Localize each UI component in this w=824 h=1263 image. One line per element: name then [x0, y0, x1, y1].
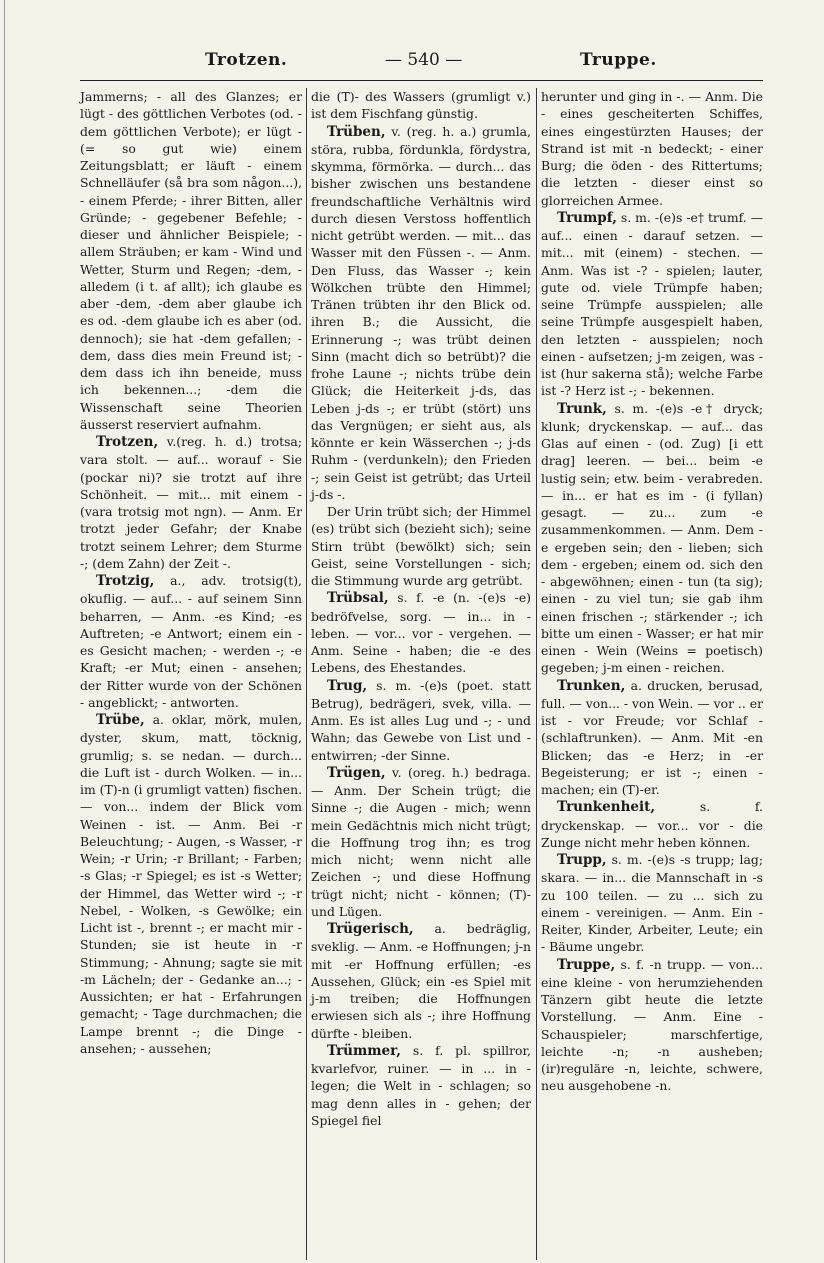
entry-truebsal: Trübsal, s. f. -e (n. -(e)s -e) bedröfvelse, sorg. — in... in - leben. — vor... vor - vergehen. — Anm. Seine - haben; die -e des Lebens, des Ehestandes.: [311, 590, 531, 676]
entry-trug: Trug, s. m. -(e)s (poet. statt Betrug), bedrägeri, svek, villa. — Anm. Es ist alles Lug und -; - und Wahn; das Gewebe von List und - entwirren; -der Sinne.: [311, 677, 531, 763]
entry-paragraph: Der Urin trübt sich; der Himmel (es) trübt sich (bezieht sich); seine Stirn trübt (bewölkt) sich; sein Geist, seine Vorstellungen - sich; die Stimmung wurde arg getrübt.: [311, 504, 531, 588]
entry-trunken: Trunken, a. drucken, berusad, full. — von... - von Wein. — vor .. er ist - vor Freude; vor Schlaf - (schlaftrunken). — Anm. Mit -en Blicken; das -e Herz; in -er Begeisterung; er ist -; einen - machen; ein (T)-er.: [541, 677, 763, 797]
headword: Trübe,: [96, 712, 145, 728]
headword: Trunken,: [557, 677, 626, 694]
header-rule: [80, 80, 763, 81]
entry-truebe: Trübe, a. oklar, mörk, mulen, dyster, skum, matt, töcknig, grumlig; s. se nedan. — durch... die Luft ist - durch Wolken. — in... im (T)-n (i grumligt vatten) fischen. — von... indem der Blick vom Weinen - ist. — Anm. Bei -r Beleuchtung; - Augen, -s Wasser, -r Wein; -r Urin; -r Brillant; - Farben; -s Glas; -r Spiegel; es ist -s Wetter; der Himmel, das Wetter wird -; -r Nebel, - Wolken, -s Gewölke; ein Licht ist -, brennt -; er macht mir - Stunden; sie ist heute in -r Stimmung; - Ahnung; sagte sie mit -m Lächeln; der - Gedanke an...; - Aussichten; er hat - Erfahrungen gemacht; - Tage durchmachen; die Lampe brennt -; die Dinge - ansehen; - aussehen;: [80, 712, 303, 1056]
entry-truegerisch: Trügerisch, a. bedräglig, sveklig. — Anm. -e Hoffnungen; j-n mit -er Hoffnung erfüllen; -es Aussehen, Glück; ein -es Spiel mit j-m treiben; die Hoffnungen erwiesen sich als -; ihre Hoffnung dürfte - bleiben.: [311, 921, 531, 1041]
entry-paragraph: Jammerns; - all des Glanzes; er lügt - des göttlichen Verbotes (od. - dem göttlichen Verbote); er lügt - (= so gut wie) einem Zeitungsblatt; er läuft - einem Schnelläufer (så bra som någon...), - einem Pferde; - ihrer Bitten, aller Gründe; - gegebener Befehle; - dieser und ähnlicher Beispiele; - allem Sträuben; er kam - Wind und Wetter, Sturm und Regen; -dem, - alledem (i t. af allt); ich glaube es aber -dem, -dem aber glaube ich es od. -dem glaube ich es aber (od. dennoch); sie hat -dem gefallen; -dem, dass dies mein Freund ist; -dem dass ich ihn beneide, muss ich bekennen...; -dem die Wissenschaft seine Theorien äusserst reserviert aufnahm.: [80, 89, 302, 432]
headword: Trunkenheit,: [557, 799, 656, 816]
entry-trotzen: Trotzen, v.(reg. h. d.) trotsa; vara stolt. — auf... worauf - Sie (pockar ni)? sie trotzt auf ihre Schönheit. — mit... mit einem - (vara trotsig mot ngn). — Anm. Er trotzt jeder Gefahr; der Knabe trotzt seinem Lehrer; dem Sturme -; (dem Zahn) der Zeit -.: [80, 434, 302, 571]
page-header: [0, 50, 824, 78]
column-divider-2: [536, 88, 537, 1260]
entry-trunkenheit: Trunkenheit, s. f. dryckenskap. — vor... vor - die Zunge nicht mehr heben können.: [541, 799, 763, 850]
entry-truemmer: Trümmer, s. f. pl. spillror, kvarlefvor, ruiner. — in ... in - legen; die Welt in - schlagen; so mag denn alles in - gehen; der Spiegel fiel: [311, 1042, 531, 1128]
page-edge: [4, 0, 5, 1263]
column-2: [311, 88, 531, 1129]
headword: Trotzen,: [96, 434, 159, 450]
headword: Trumpf,: [557, 209, 617, 226]
header-right-guideword: Truppe.: [580, 50, 657, 70]
headword: Trügerisch,: [327, 921, 414, 937]
header-left-guideword: Trotzen.: [205, 50, 288, 70]
entry-trupp: Trupp, s. m. -(e)s -s trupp; lag; skara. — in... die Mannschaft in -s zu 100 teilen. — zu ... sich zu einem - vereinigen. — Anm. Ein - Reiter, Kinder, Arbeiter, Leute; ein - Bäume ungebr.: [541, 852, 763, 955]
entry-trueben: Trüben, v. (reg. h. a.) grumla, störa, rubba, fördunkla, fördystra, skymma, förmörka. — durch... das bisher zwischen uns bestandene freundschaftliche Verhältnis wird durch diesen Verstoss hoffentlich nicht getrübt werden. — mit... das Wasser mit den Füssen -. — Anm. Den Fluss, das Wasser -; kein Wölkchen trübte den Himmel; Tränen trübten ihr den Blick od. ihren B.; die Aussicht, die Erinnerung -; was trübt deinen Sinn (macht dich so betrübt)? die frohe Laune -; nichts trübe dein Glück; die Heiterkeit j-ds, das Leben j-ds -; er trübt (stört) uns das Vergnügen; er sieht aus, als könnte er kein Wässerchen -; j-ds Ruhm - (verdunkeln); den Frieden -; sein Geist ist getrübt; das Urteil j-ds -.: [311, 123, 531, 502]
entry-paragraph: herunter und ging in -. — Anm. Die - eines gescheiterten Schiffes, eines eingestürzten Hauses; der Strand ist mit -n bedeckt; - einer Burg; die öden - des Rittertums; die letzten - dieser einst so glorreichen Armee.: [541, 89, 763, 208]
headword: Trüben,: [327, 123, 386, 140]
headword: Trotzig,: [96, 573, 155, 589]
column-1: [80, 88, 302, 1057]
entry-truppe: Truppe, s. f. -n trupp. — von... eine kleine - von herumziehenden Tänzern gibt heute die letzte Vorstellung. — Anm. Eine - Schauspieler; marschfertige, leichte -n; -n ausheben; (ir)reguläre -n, leichte, schwere, neu ausgehobene -n.: [541, 956, 763, 1094]
entry-truegen: Trügen, v. (oreg. h.) bedraga. — Anm. Der Schein trügt; die Sinne -; die Augen - mich; wenn mein Gedächtnis mich nicht trügt; die Hoffnung trog ihn; es trog mich nicht; wenn nicht alle Zeichen -; und diese Hoffnung trügt nicht; nicht - können; (T)- und Lügen.: [311, 764, 531, 919]
headword: Trügen,: [327, 764, 386, 781]
column-3: [541, 88, 763, 1095]
headword: Trübsal,: [327, 590, 389, 607]
entry-trumpf: Trumpf, s. m. -(e)s -e† trumf. — auf... einen - darauf setzen. — mit... mit (einem) - stechen. — Anm. Was ist -? - spielen; lauter, gute od. viele Trümpfe haben; seine Trümpfe ausspielen; alle seine Trümpfe ausgespielt haben, den letzten - ausspielen; noch einen - aufsetzen; j-m zeigen, was - ist (hur sakerna stå); welche Farbe ist -? Herz ist -; - bekennen.: [541, 209, 763, 399]
headword: Trupp,: [557, 852, 607, 868]
page-number: — 540 —: [385, 50, 463, 70]
headword: Trümmer,: [327, 1042, 401, 1059]
entry-paragraph: die (T)- des Wassers (grumligt v.) ist dem Fischfang günstig.: [311, 89, 531, 122]
headword: Truppe,: [557, 956, 616, 973]
column-divider-1: [306, 88, 307, 1260]
headword: Trug,: [327, 677, 368, 694]
headword: Trunk,: [557, 400, 607, 417]
entry-trotzig: Trotzig, a., adv. trotsig(t), okuflig. — auf... - auf seinem Sinn beharren, — Anm. -es Kind; -es Auftreten; -e Antwort; einem ein -es Gesicht machen; - werden -; -e Kraft; -er Mut; einen - ansehen; der Ritter wurde von der Schönen - angeblickt; - antworten.: [80, 573, 302, 710]
entry-trunk: Trunk, s. m. -(e)s -e† dryck; klunk; dryckenskap. — auf... das Glas auf einen - (od. Zug) [i ett drag] leeren. — bei... beim -e lustig sein; etw. beim - verabreden. — in... er hat es im - (i fyllan) gesagt. — zu... zum -e zusammenkommen. — Anm. Dem -e ergeben sein; den - lieben; sich dem - ergeben; einem od. sich den - abgewöhnen; einen - tun (ta sig); einen - zu viel tun; sie gab ihm einen frischen -; stärkender -; ich bitte um einen - Wasser; er hat mir einen - Wein (Weins = poetisch) gegeben; j-m einen - reichen.: [541, 400, 763, 676]
